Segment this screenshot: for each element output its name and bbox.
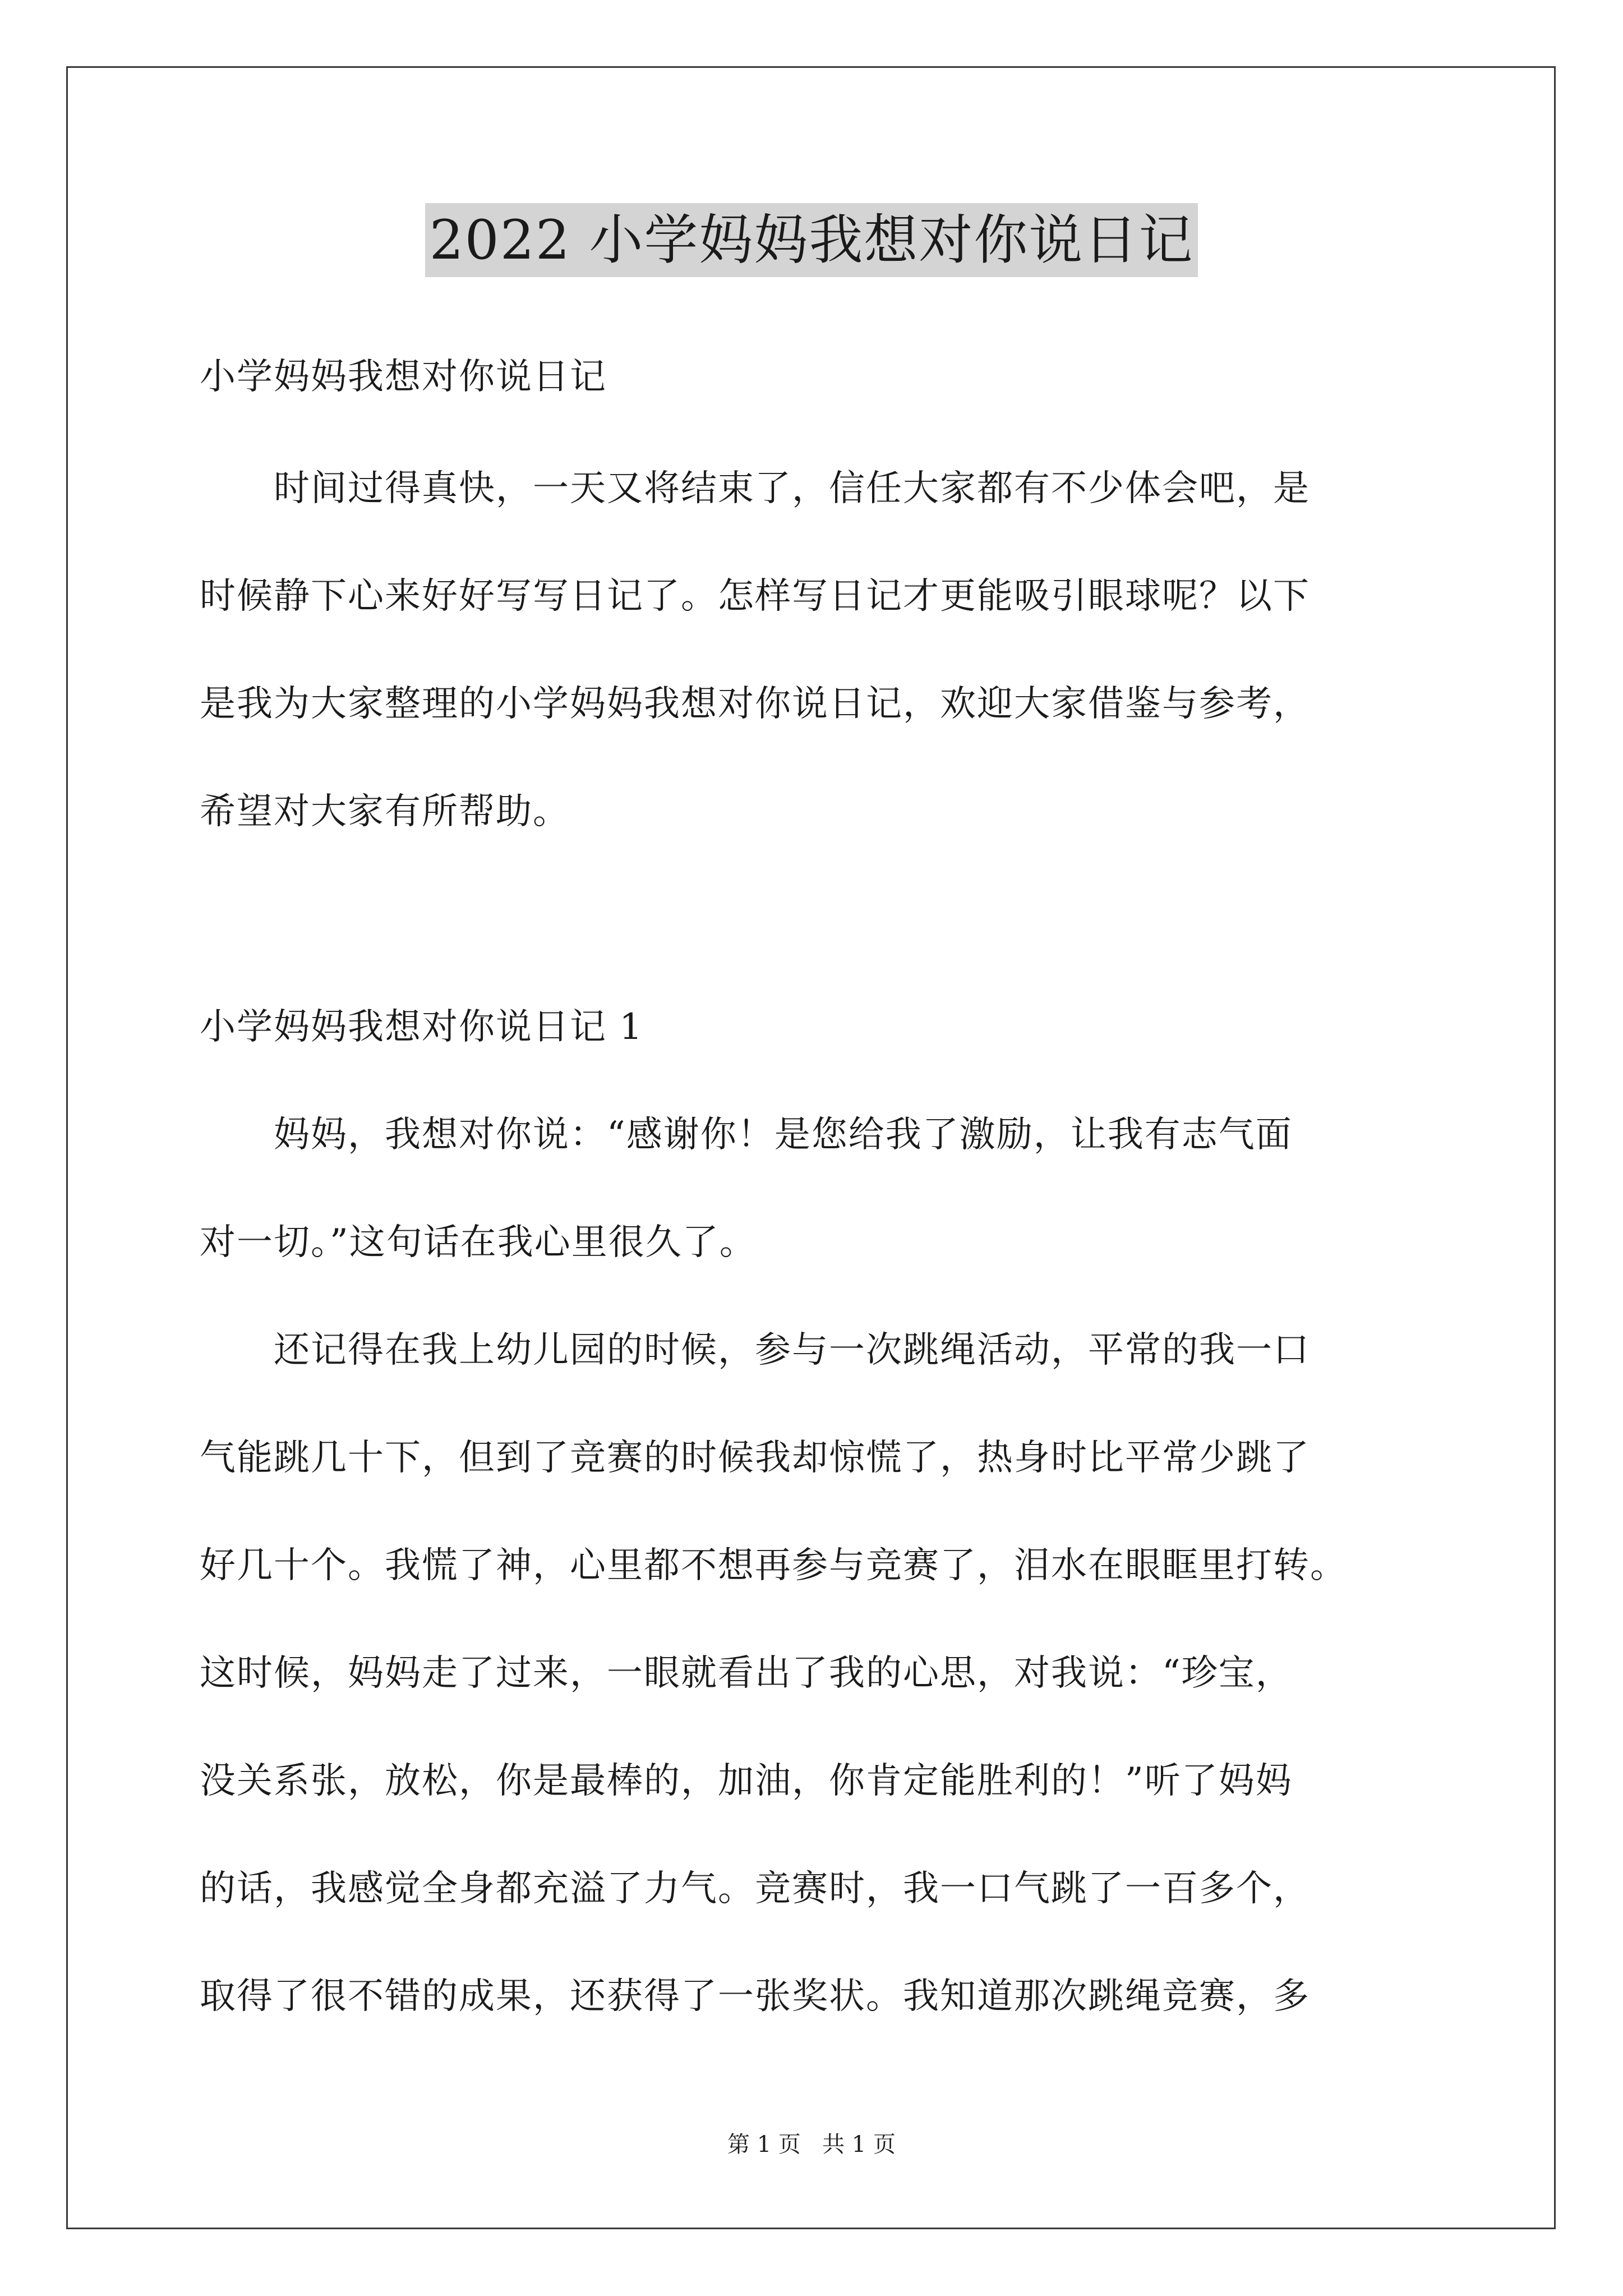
text-line-11: 这时候，妈妈走了过来，一眼就看出了我的心思，对我说：“珍宝， bbox=[200, 1653, 1293, 1694]
text-line-6: 妈妈，我想对你说：“感谢你！是您给我了激励，让我有志气面 bbox=[200, 1114, 1293, 1156]
subtitle: 小学妈妈我想对你说日记 bbox=[200, 356, 607, 398]
text-line-9: 气能跳几十下，但到了竞赛的时候我却惊慌了，热身时比平常少跳了 bbox=[200, 1437, 1310, 1479]
text-line-12: 没关系张，放松，你是最棒的，加油，你肯定能胜利的！”听了妈妈 bbox=[200, 1760, 1293, 1802]
text-line-2: 时候静下心来好好写写日记了。怎样写日记才更能吸引眼球呢？以下 bbox=[200, 576, 1310, 617]
document-title: 2022 小学妈妈我想对你说日记 bbox=[425, 203, 1198, 277]
text-line-8: 还记得在我上幼儿园的时候，参与一次跳绳活动，平常的我一口 bbox=[200, 1329, 1310, 1371]
text-line-1: 时间过得真快，一天又将结束了，信任大家都有不少体会吧，是 bbox=[200, 468, 1310, 509]
text-line-14: 取得了很不错的成果，还获得了一张奖状。我知道那次跳绳竞赛，多 bbox=[200, 1976, 1310, 2017]
page-footer: 第 1 页 共 1 页 bbox=[727, 2132, 896, 2157]
text-line-7: 对一切。”这句话在我心里很久了。 bbox=[200, 1222, 757, 1263]
text-line-3: 是我为大家整理的小学妈妈我想对你说日记，欢迎大家借鉴与参考， bbox=[200, 683, 1310, 725]
text-line-10: 好几十个。我慌了神，心里都不想再参与竞赛了，泪水在眼眶里打转。 bbox=[200, 1545, 1347, 1586]
section-heading: 小学妈妈我想对你说日记 1 bbox=[200, 1006, 644, 1048]
text-line-13: 的话，我感觉全身都充溢了力气。竞赛时，我一口气跳了一百多个， bbox=[200, 1868, 1310, 1910]
text-line-4: 希望对大家有所帮助。 bbox=[200, 791, 570, 832]
title-block bbox=[0, 203, 1623, 277]
